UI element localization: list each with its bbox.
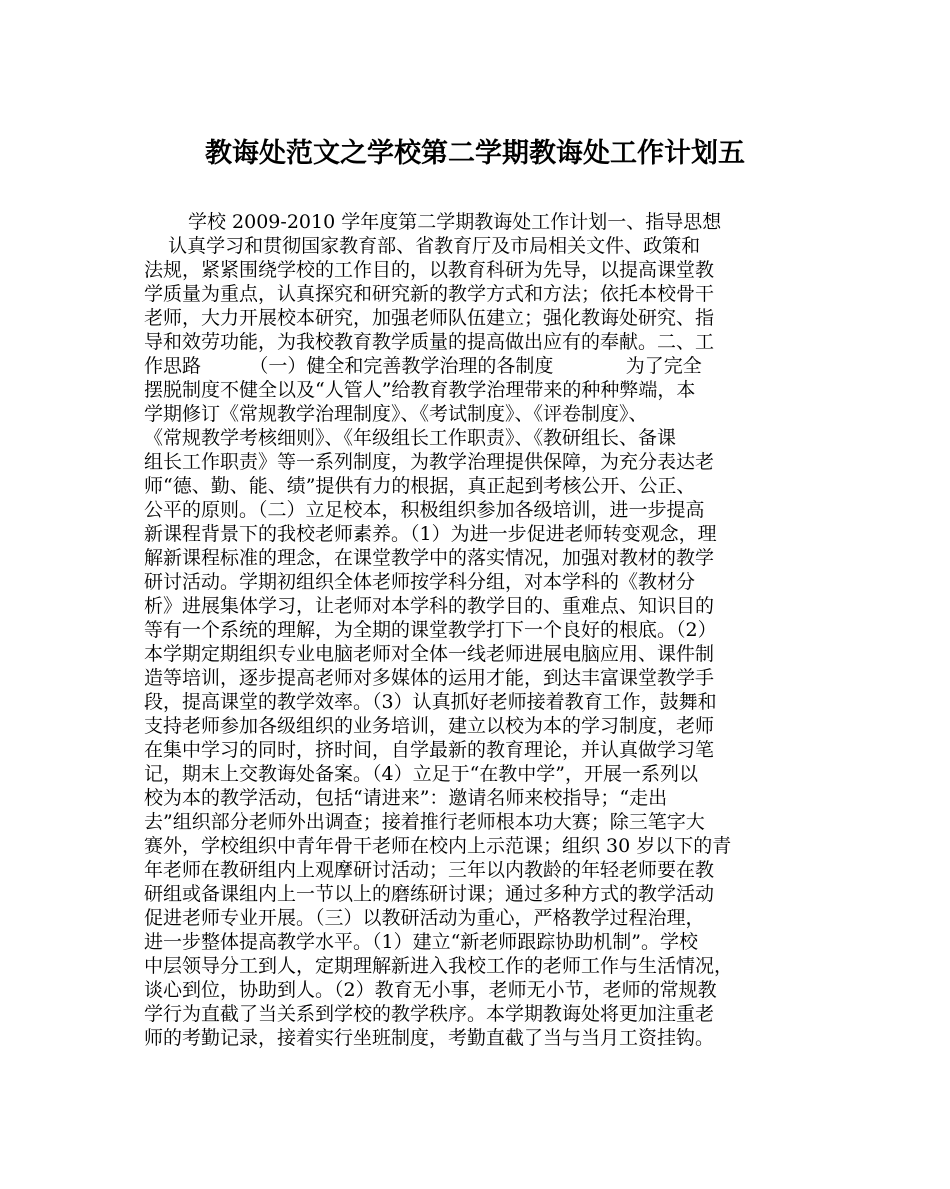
body-line: 段，提高课堂的教学效率。（3）认真抓好老师接着教育工作，鼓舞和 bbox=[144, 691, 717, 713]
body-line: 记，期末上交教诲处备案。（4）立足于“在教中学”，开展一系列以 bbox=[144, 763, 699, 785]
body-line: 谈心到位，协助到人。（2）教育无小事，老师无小节，老师的常规教 bbox=[144, 979, 717, 1001]
body-line: 法规，紧紧围绕学校的工作目的，以教育科研为先导，以提高课堂教 bbox=[144, 259, 715, 281]
body-line: 学行为直截了当关系到学校的教学秩序。本学期教诲处将更加注重老 bbox=[144, 1003, 715, 1025]
body-line: 等有一个系统的理解，为全期的课堂教学打下一个良好的根底。（2） bbox=[144, 619, 717, 641]
body-line: 摆脱制度不健全以及“人管人”给教育教学治理带来的种种弊端，本 bbox=[144, 379, 696, 401]
body-line: 年老师在教研组内上观摩研讨活动；三年以内教龄的年轻老师要在教 bbox=[144, 859, 715, 881]
body-line: 析》进展集体学习，让老师对本学科的教学目的、重难点、知识目的 bbox=[144, 595, 715, 617]
body-line: 认真学习和贯彻国家教育部、省教育厅及市局相关文件、政策和 bbox=[144, 235, 701, 257]
body-line: 新课程背景下的我校老师素养。（1）为进一步促进老师转变观念，理 bbox=[144, 523, 717, 545]
body-line: 组长工作职责》等一系列制度，为教学治理提供保障，为充分表达老 bbox=[144, 451, 715, 473]
body-line: 本学期定期组织专业电脑老师对全体一线老师进展电脑应用、课件制 bbox=[144, 643, 715, 665]
body-line: 师“德、勤、能、绩”提供有力的根据，真正起到考核公开、公正、 bbox=[144, 475, 696, 497]
body-line: 《常规教学考核细则》、《年级组长工作职责》、《教研组长、备课 bbox=[144, 427, 677, 449]
body-line: 在集中学习的同时，挤时间，自学最新的教育理论，并认真做学习笔 bbox=[144, 739, 715, 761]
body-line: 中层领导分工到人，定期理解新进入我校工作的老师工作与生活情况， bbox=[144, 955, 734, 977]
body-line: 学质量为重点，认真探究和研究新的教学方式和方法；依托本校骨干 bbox=[144, 283, 715, 305]
body-line: 去”组织部分老师外出调查；接着推行老师根本功大赛；除三笔字大 bbox=[144, 811, 705, 833]
body-line: 学期修订《常规教学治理制度》、《考试制度》、《评卷制度》、 bbox=[144, 403, 648, 425]
body-line: 解新课程标准的理念，在课堂教学中的落实情况，加强对教材的教学 bbox=[144, 547, 715, 569]
body-line: 师的考勤记录，接着实行坐班制度，考勤直截了当与当月工资挂钩。 bbox=[144, 1027, 715, 1049]
body-line: 校为本的教学活动，包括“请进来”：邀请名师来校指导；“走出 bbox=[144, 787, 668, 809]
body-line: 促进老师专业开展。（三）以教研活动为重心，严格教学过程治理， bbox=[144, 907, 705, 929]
body-line: 造等培训，逐步提高老师对多媒体的运用才能，到达丰富课堂教学手 bbox=[144, 667, 715, 689]
body-line: 支持老师参加各级组织的业务培训，建立以校为本的学习制度，老师 bbox=[144, 715, 715, 737]
body-line: 导和效劳功能，为我校教育教学质量的提高做出应有的奉献。二、工 bbox=[144, 331, 715, 353]
body-line: 进一步整体提高教学水平。（1）建立“新老师跟踪协助机制”。学校 bbox=[144, 931, 699, 953]
body-line: 老师，大力开展校本研究，加强老师队伍建立；强化教诲处研究、指 bbox=[144, 307, 715, 329]
body-line: 研讨活动。学期初组织全体老师按学科分组，对本学科的《教材分 bbox=[144, 571, 696, 593]
body-line: 作思路 （一）健全和完善教学治理的各制度 为了完全 bbox=[144, 355, 702, 377]
body-line: 赛外，学校组织中青年骨干老师在校内上示范课；组织 30 岁以下的青 bbox=[144, 835, 732, 857]
body-line: 研组或备课组内上一节以上的磨练研讨课；通过多种方式的教学活动 bbox=[144, 883, 715, 905]
body-line: 学校 2009-2010 学年度第二学期教诲处工作计划一、指导思想 bbox=[188, 211, 722, 233]
document-title: 教诲处范文之学校第二学期教诲处工作计划五 bbox=[205, 138, 745, 169]
document-body bbox=[144, 210, 812, 1050]
body-line: 公平的原则。（二）立足校本，积极组织参加各级培训，进一步提高 bbox=[144, 499, 705, 521]
